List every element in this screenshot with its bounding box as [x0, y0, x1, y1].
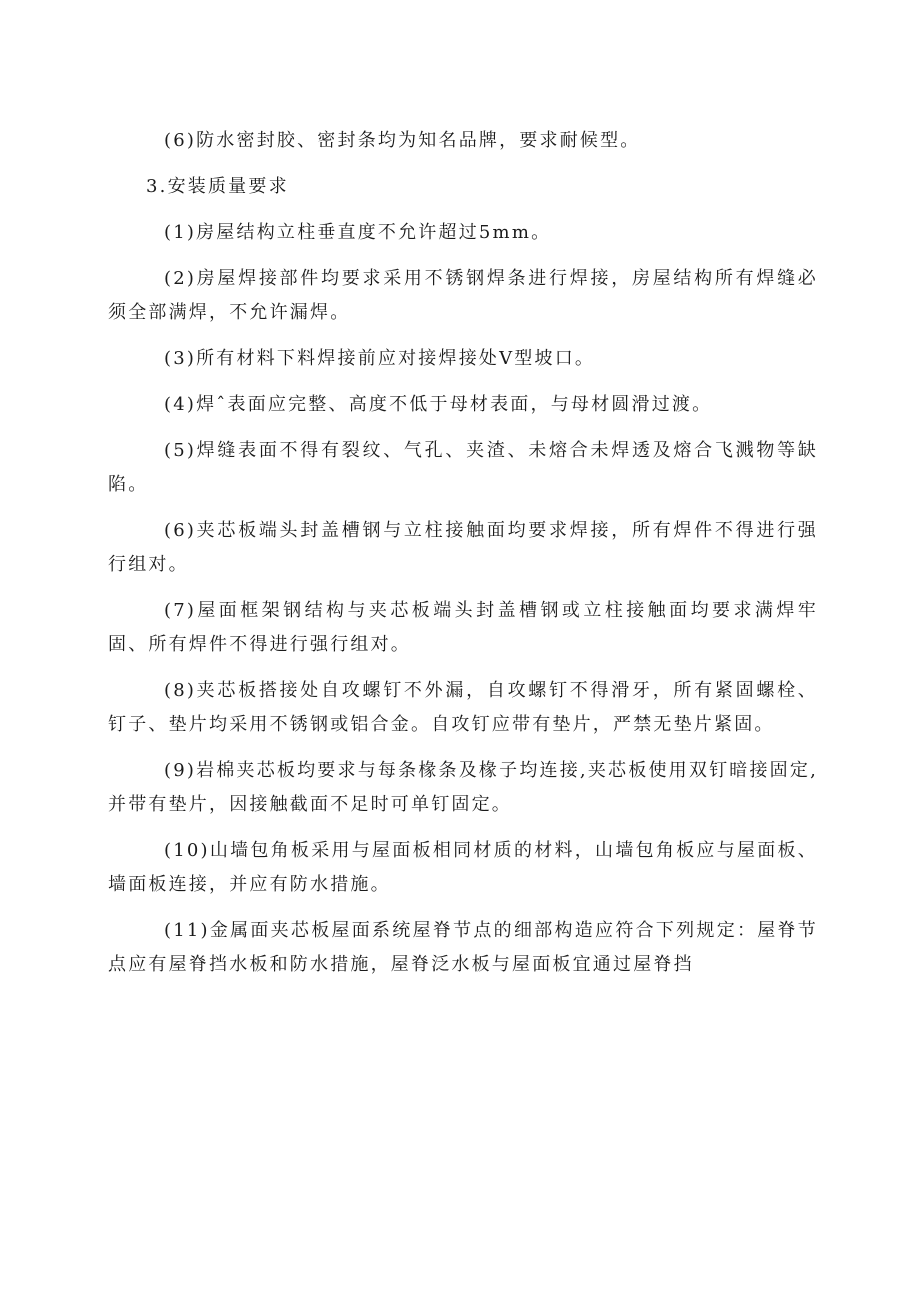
- requirement-item-3: (3)所有材料下料焊接前应对接焊接处V型坡口。: [164, 348, 596, 369]
- section-heading-installation-quality: 3.安装质量要求: [146, 176, 289, 197]
- requirement-item-2: (2)房屋焊接部件均要求采用不锈钢焊条进行焊接，房屋结构所有焊缝必须全部满焊，不允许漏焊。: [108, 268, 818, 323]
- requirement-item-6: (6)夹芯板端头封盖槽钢与立柱接触面均要求焊接，所有焊件不得进行强行组对。: [108, 520, 818, 575]
- document-body: [108, 124, 818, 982]
- requirement-item-1: (1)房屋结构立柱垂直度不允许超过5mm。: [164, 222, 552, 243]
- requirement-item-11: (11)金属面夹芯板屋面系统屋脊节点的细部构造应符合下列规定：屋脊节点应有屋脊挡水板和防水措施，屋脊泛水板与屋面板宜通过屋脊挡: [108, 920, 818, 975]
- requirement-item-9: (9)岩棉夹芯板均要求与每条椽条及椽子均连接,夹芯板使用双钉暗接固定,并带有垫片，因接触截面不足时可单钉固定。: [108, 760, 818, 815]
- requirement-item-10: (10)山墙包角板采用与屋面板相同材质的材料，山墙包角板应与屋面板、墙面板连接，并应有防水措施。: [108, 840, 818, 895]
- requirement-item-4: (4)焊ˆ表面应完整、高度不低于母材表面，与母材圆滑过渡。: [164, 394, 713, 415]
- requirement-item-8: (8)夹芯板搭接处自攻螺钉不外漏，自攻螺钉不得滑牙，所有紧固螺栓、钉子、垫片均采用不锈钢或铝合金。自攻钉应带有垫片，严禁无垫片紧固。: [108, 680, 818, 735]
- requirement-item-5: (5)焊缝表面不得有裂纹、气孔、夹渣、未熔合未焊透及熔合飞溅物等缺陷。: [108, 440, 818, 495]
- requirement-item-7: (7)屋面框架钢结构与夹芯板端头封盖槽钢或立柱接触面均要求满焊牢固、所有焊件不得进行强行组对。: [108, 600, 818, 655]
- paragraph-item-6-sealant: (6)防水密封胶、密封条均为知名品牌，要求耐候型。: [164, 130, 641, 151]
